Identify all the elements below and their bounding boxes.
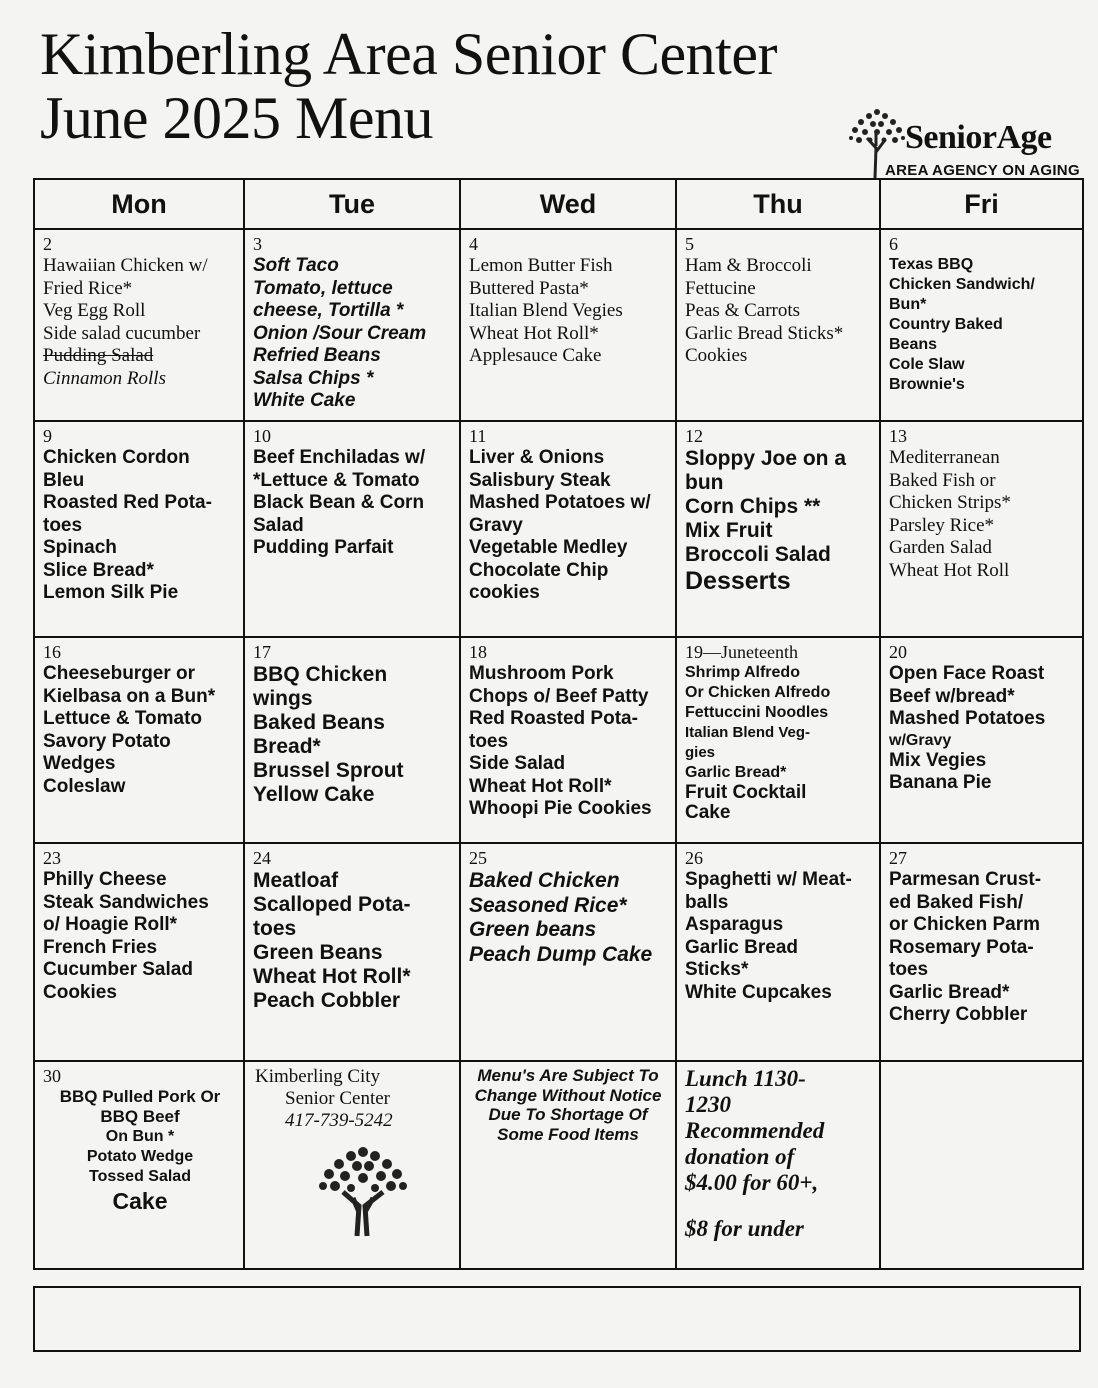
menu-item: Or Chicken Alfredo bbox=[685, 684, 831, 701]
menu-item: Roasted Red Pota- bbox=[43, 492, 212, 513]
menu-item: Wheat Hot Roll bbox=[889, 559, 1010, 581]
center-name-2: Senior Center bbox=[285, 1088, 391, 1109]
menu-item: Peach Cobbler bbox=[253, 989, 401, 1012]
day-number: 2 bbox=[43, 234, 52, 254]
day-cell-5 bbox=[676, 229, 880, 421]
menu-item: Bread* bbox=[253, 735, 321, 758]
page-title bbox=[40, 22, 777, 150]
menu-item: On Bun * bbox=[105, 1128, 175, 1145]
menu-item: Chicken Strips* bbox=[889, 492, 1011, 513]
menu-item: Chicken Cordon bbox=[43, 447, 190, 468]
menu-item: Hawaiian Chicken w/ bbox=[43, 255, 208, 276]
menu-item: Shrimp Alfredo bbox=[685, 664, 800, 681]
footer-empty-box bbox=[33, 1286, 1081, 1352]
menu-item: Fettuccini Noodles bbox=[685, 704, 829, 721]
menu-item: balls bbox=[685, 891, 729, 913]
menu-item: Coleslaw bbox=[43, 775, 126, 797]
menu-item: Cole Slaw bbox=[889, 356, 965, 373]
menu-item: Beef Enchiladas w/ bbox=[253, 447, 426, 468]
day-number: 20 bbox=[889, 642, 907, 662]
tree-icon bbox=[313, 1142, 413, 1238]
menu-item: Bun* bbox=[889, 296, 927, 313]
donation-under-60: $8 for under bbox=[685, 1216, 804, 1241]
donation-label-2: donation of bbox=[685, 1144, 795, 1169]
day-number: 12 bbox=[685, 426, 703, 446]
weekday-fri: Fri bbox=[880, 179, 1083, 229]
menu-item: cheese, Tortilla * bbox=[253, 300, 404, 321]
menu-item: Banana Pie bbox=[889, 772, 992, 793]
lunch-info-cell bbox=[676, 1061, 880, 1269]
menu-item: Cucumber Salad bbox=[43, 959, 193, 980]
menu-item: Tomato, lettuce bbox=[253, 277, 393, 299]
menu-item: Pudding Salad bbox=[43, 345, 154, 366]
menu-item: Whoopi Pie Cookies bbox=[469, 798, 652, 819]
menu-item: *Lettuce & Tomato bbox=[253, 469, 420, 491]
week-row-5 bbox=[34, 1061, 1083, 1269]
menu-item: Side Salad bbox=[469, 753, 566, 774]
day-cell-26 bbox=[676, 843, 880, 1061]
donation-label: Recommended bbox=[685, 1118, 825, 1143]
center-name: Kimberling City bbox=[255, 1066, 381, 1087]
day-number: 27 bbox=[889, 848, 907, 868]
senior-age-logo bbox=[845, 102, 1085, 182]
menu-item: Fettucine bbox=[685, 277, 756, 299]
menu-item: Refried Beans bbox=[253, 345, 381, 366]
menu-item: or Chicken Parm bbox=[889, 914, 1040, 935]
day-cell-11 bbox=[460, 421, 676, 637]
menu-item: BBQ Chicken bbox=[253, 663, 388, 686]
menu-item: Tossed Salad bbox=[89, 1168, 191, 1185]
day-number: 25 bbox=[469, 848, 487, 868]
menu-item: Vegetable Medley bbox=[469, 537, 628, 558]
week-row-4 bbox=[34, 843, 1083, 1061]
menu-item: toes bbox=[43, 514, 83, 536]
day-cell-16 bbox=[34, 637, 244, 843]
day-number: 6 bbox=[889, 234, 898, 254]
weekday-tue: Tue bbox=[244, 179, 460, 229]
menu-item: Red Roasted Pota- bbox=[469, 708, 638, 729]
menu-item: Open Face Roast bbox=[889, 663, 1045, 684]
day-cell-24 bbox=[244, 843, 460, 1061]
menu-item: Baked Chicken bbox=[469, 869, 620, 892]
weekday-mon: Mon bbox=[34, 179, 244, 229]
menu-item: Black Bean & Corn bbox=[253, 492, 425, 513]
menu-item: Cinnamon Rolls bbox=[43, 367, 166, 389]
menu-item: Garlic Bread* bbox=[889, 981, 1010, 1003]
menu-item: Mashed Potatoes w/ bbox=[469, 492, 651, 513]
menu-item: Lettuce & Tomato bbox=[43, 708, 203, 729]
donation-60-plus: $4.00 for 60+, bbox=[685, 1170, 819, 1195]
notice-cell bbox=[460, 1061, 676, 1269]
day-cell-23 bbox=[34, 843, 244, 1061]
menu-item: Parmesan Crust- bbox=[889, 869, 1042, 890]
menu-item: Ham & Broccoli bbox=[685, 255, 812, 276]
menu-item: Philly Cheese bbox=[43, 869, 167, 890]
menu-item: Beef w/bread* bbox=[889, 685, 1015, 707]
day-cell-13 bbox=[880, 421, 1083, 637]
day-cell-20 bbox=[880, 637, 1083, 843]
menu-item: Peach Dump Cake bbox=[469, 942, 653, 966]
menu-item: bun bbox=[685, 471, 724, 494]
title-line-2: June 2025 Menu bbox=[40, 85, 433, 151]
day-number: 30 bbox=[43, 1066, 61, 1086]
day-number: 16 bbox=[43, 642, 61, 662]
menu-item: Italian Blend Vegies bbox=[469, 300, 623, 321]
menu-item: Brownie's bbox=[889, 376, 965, 393]
menu-item: Corn Chips ** bbox=[685, 495, 821, 518]
menu-item: Fried Rice* bbox=[43, 277, 133, 299]
menu-item: Seasoned Rice* bbox=[469, 893, 627, 917]
day-cell-2 bbox=[34, 229, 244, 421]
menu-item: Peas & Carrots bbox=[685, 300, 801, 321]
day-number: 23 bbox=[43, 848, 61, 868]
menu-item: BBQ Pulled Pork Or bbox=[59, 1087, 221, 1106]
menu-item: Garden Salad bbox=[889, 537, 992, 558]
day-number: 3 bbox=[253, 234, 262, 254]
menu-item: Meatloaf bbox=[253, 869, 339, 892]
menu-item: Spinach bbox=[43, 537, 117, 558]
menu-item: Potato Wedge bbox=[86, 1148, 194, 1165]
menu-item: Gravy bbox=[469, 514, 523, 536]
day-number: 4 bbox=[469, 234, 478, 254]
logo-subtitle: AREA AGENCY ON AGING bbox=[885, 162, 1080, 179]
menu-item: White Cupcakes bbox=[685, 981, 832, 1003]
menu-item: Cake bbox=[685, 802, 731, 823]
day-cell-3 bbox=[244, 229, 460, 421]
day-number: 10 bbox=[253, 426, 271, 446]
menu-item: Yellow Cake bbox=[253, 783, 375, 806]
menu-item: Cheeseburger or bbox=[43, 663, 196, 684]
day-cell-18 bbox=[460, 637, 676, 843]
day-number: 17 bbox=[253, 642, 271, 662]
title-line-1: Kimberling Area Senior Center bbox=[40, 21, 777, 87]
menu-item: Wheat Hot Roll* bbox=[469, 775, 612, 797]
menu-item: Sloppy Joe on a bbox=[685, 447, 847, 470]
day-cell-6 bbox=[880, 229, 1083, 421]
menu-item: toes bbox=[253, 917, 297, 940]
center-phone: 417-739-5242 bbox=[285, 1110, 393, 1131]
day-number: 19—Juneteenth bbox=[685, 642, 798, 662]
week-row-3 bbox=[34, 637, 1083, 843]
menu-item: Kielbasa on a Bun* bbox=[43, 685, 216, 707]
weekday-wed: Wed bbox=[460, 179, 676, 229]
menu-item: Spaghetti w/ Meat- bbox=[685, 869, 852, 890]
day-cell-27 bbox=[880, 843, 1083, 1061]
menu-item: Chocolate Chip bbox=[469, 559, 609, 581]
menu-item: w/Gravy bbox=[889, 731, 952, 749]
menu-item: Asparagus bbox=[685, 914, 784, 935]
day-number: 9 bbox=[43, 426, 52, 446]
menu-item: Parsley Rice* bbox=[889, 514, 995, 536]
menu-item: Baked Fish or bbox=[889, 469, 996, 491]
menu-item: Side salad cucumber bbox=[43, 322, 201, 344]
menu-item: Mediterranean bbox=[889, 447, 1000, 468]
menu-item: French Fries bbox=[43, 936, 158, 958]
week-row-1 bbox=[34, 229, 1083, 421]
day-cell-10 bbox=[244, 421, 460, 637]
menu-item: Lemon Butter Fish bbox=[469, 255, 613, 276]
menu-item: Savory Potato bbox=[43, 730, 171, 752]
menu-item: Country Baked bbox=[889, 316, 1003, 333]
menu-item: Rosemary Pota- bbox=[889, 936, 1034, 958]
menu-item: Green Beans bbox=[253, 941, 383, 964]
menu-item: Steak Sandwiches bbox=[43, 891, 209, 913]
menu-item: toes bbox=[889, 959, 929, 980]
menu-item: Garlic Bread* bbox=[685, 764, 787, 781]
day-number: 18 bbox=[469, 642, 487, 662]
menu-item: Italian Blend Veg- bbox=[685, 724, 811, 741]
menu-change-notice: Menu's Are Subject To Change Without Notice Due To Shortage Of Some Food Items bbox=[474, 1066, 662, 1144]
menu-item: Cookies bbox=[685, 345, 748, 366]
day-number: 5 bbox=[685, 234, 694, 254]
menu-item: Mix Fruit bbox=[685, 519, 773, 542]
menu-item: Cherry Cobbler bbox=[889, 1004, 1028, 1025]
menu-item: toes bbox=[469, 730, 509, 752]
menu-item: Mix Vegies bbox=[889, 749, 987, 771]
menu-item: Desserts bbox=[685, 567, 791, 595]
menu-item: Broccoli Salad bbox=[685, 543, 831, 566]
menu-item: o/ Hoagie Roll* bbox=[43, 914, 178, 935]
menu-item: ed Baked Fish/ bbox=[889, 891, 1024, 913]
day-cell-25 bbox=[460, 843, 676, 1061]
day-number: 13 bbox=[889, 426, 907, 446]
day-cell-17 bbox=[244, 637, 460, 843]
menu-item: Onion /Sour Cream bbox=[253, 322, 427, 344]
menu-item: Brussel Sprout bbox=[253, 759, 404, 782]
menu-item: White Cake bbox=[253, 390, 356, 411]
menu-item: gies bbox=[685, 744, 716, 761]
menu-item: Lemon Silk Pie bbox=[43, 582, 179, 603]
menu-item: Beans bbox=[889, 336, 938, 353]
day-cell-30 bbox=[34, 1061, 244, 1269]
menu-item: Salsa Chips * bbox=[253, 367, 374, 389]
menu-item: Chops o/ Beef Patty bbox=[469, 685, 649, 707]
day-number: 24 bbox=[253, 848, 271, 868]
menu-item: Garlic Bread Sticks* bbox=[685, 322, 844, 344]
center-info-cell bbox=[244, 1061, 460, 1269]
menu-item: Fruit Cocktail bbox=[685, 782, 807, 803]
menu-item: Mashed Potatoes bbox=[889, 708, 1046, 729]
menu-item: BBQ Beef bbox=[100, 1107, 180, 1126]
menu-item: Wedges bbox=[43, 753, 116, 774]
menu-item: Scalloped Pota- bbox=[253, 893, 411, 916]
menu-item: Garlic Bread bbox=[685, 936, 798, 958]
menu-item: Cake bbox=[112, 1188, 168, 1214]
menu-item: wings bbox=[253, 687, 313, 710]
menu-item: Liver & Onions bbox=[469, 447, 605, 468]
lunch-hours-end: 1230 bbox=[685, 1092, 731, 1117]
menu-item: Salad bbox=[253, 514, 304, 536]
menu-item: Mushroom Pork bbox=[469, 663, 614, 684]
lunch-hours: Lunch 1130- bbox=[685, 1066, 806, 1091]
weekday-header-row bbox=[34, 179, 1083, 229]
day-cell-19 bbox=[676, 637, 880, 843]
menu-calendar bbox=[33, 178, 1084, 1270]
menu-item: Wheat Hot Roll* bbox=[253, 965, 411, 988]
menu-item: Bleu bbox=[43, 469, 85, 491]
menu-item: Salisbury Steak bbox=[469, 469, 611, 491]
empty-cell bbox=[880, 1061, 1083, 1269]
logo-name: SeniorAge bbox=[905, 119, 1052, 156]
menu-item: Soft Taco bbox=[253, 255, 339, 276]
day-number: 26 bbox=[685, 848, 703, 868]
menu-item: Veg Egg Roll bbox=[43, 300, 146, 321]
day-number: 11 bbox=[469, 426, 487, 446]
menu-item: Slice Bread* bbox=[43, 559, 154, 581]
menu-item: Green beans bbox=[469, 918, 597, 941]
menu-item: Baked Beans bbox=[253, 711, 385, 734]
menu-item: Pudding Parfait bbox=[253, 537, 394, 558]
menu-item: Chicken Sandwich/ bbox=[889, 276, 1035, 293]
day-cell-9 bbox=[34, 421, 244, 637]
menu-item: Applesauce Cake bbox=[469, 345, 602, 366]
day-cell-12 bbox=[676, 421, 880, 637]
week-row-2 bbox=[34, 421, 1083, 637]
day-cell-4 bbox=[460, 229, 676, 421]
menu-item: Texas BBQ bbox=[889, 256, 974, 273]
menu-item: Buttered Pasta* bbox=[469, 277, 589, 299]
menu-item: cookies bbox=[469, 582, 540, 603]
menu-item: Cookies bbox=[43, 981, 117, 1003]
menu-item: Wheat Hot Roll* bbox=[469, 322, 599, 344]
weekday-thu: Thu bbox=[676, 179, 880, 229]
menu-item: Sticks* bbox=[685, 959, 749, 980]
